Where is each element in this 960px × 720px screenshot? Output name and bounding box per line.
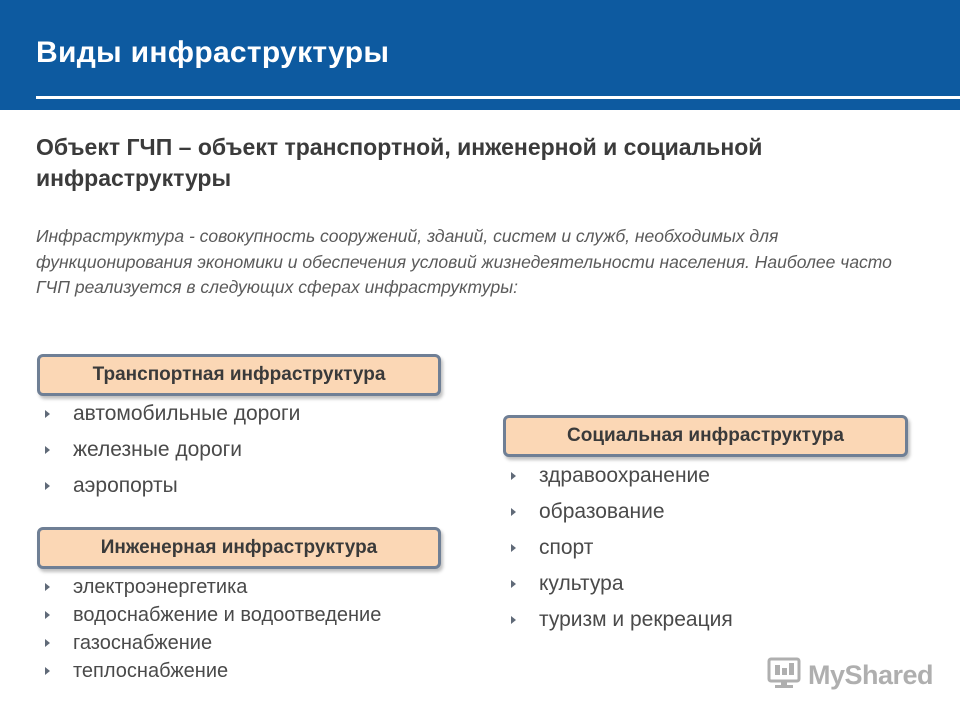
list-item-label: аэропорты [73,474,178,497]
watermark-text: MyShared [808,659,934,690]
list-item [511,602,733,638]
list-item [45,657,381,685]
list-item [511,494,733,530]
bullet-arrow-icon [45,611,50,619]
list-item-label: электроэнергетика [73,575,248,598]
bullet-arrow-icon [45,410,50,418]
list-item-label: спорт [539,536,594,559]
list-item-label: культура [539,572,624,595]
list-item-label: газоснабжение [73,631,213,654]
header-bar [0,0,960,110]
list-item [45,468,300,504]
bullet-arrow-icon [511,544,516,552]
list-item-label: образование [539,500,665,523]
page-title: Виды инфраструктуры [36,36,390,69]
engineering-infrastructure-list [45,573,381,685]
list-item [45,629,381,657]
slide-headline: Объект ГЧП – объект транспортной, инженерной и социальной инфраструктуры [36,134,763,191]
list-item-label: здравоохранение [539,464,710,487]
social-infrastructure-list [511,458,733,638]
list-item-label: туризм и рекреация [539,608,733,631]
engineering-infrastructure-box [37,527,441,569]
list-item [45,396,300,432]
bullet-arrow-icon [45,639,50,647]
social-infrastructure-title: Социальная инфраструктура [567,425,844,446]
list-item-label: железные дороги [73,438,243,461]
list-item [45,601,381,629]
list-item [511,530,733,566]
bullet-arrow-icon [511,616,516,624]
list-item [511,458,733,494]
myshared-watermark [766,655,933,695]
list-item-label: теплоснабжение [73,659,229,682]
bullet-arrow-icon [511,508,516,516]
list-item [45,573,381,601]
bullet-arrow-icon [45,482,50,490]
engineering-infrastructure-title: Инженерная инфраструктура [100,537,378,558]
social-infrastructure-box [503,415,908,457]
bullet-arrow-icon [511,580,516,588]
list-item-label: автомобильные дороги [73,402,301,425]
list-item [45,432,300,468]
bullet-arrow-icon [511,472,516,480]
bullet-arrow-icon [45,583,50,591]
list-item [511,566,733,602]
list-item-label: водоснабжение и водоотведение [73,603,382,626]
definition-text: Инфраструктура - совокупность сооружений, зданий, систем и служб, необходимых для функционирования экономики и обеспечения условий жизнедеятельности населения. Наиболее часто ГЧП реализуется в следующих сферах инфраструктуры: [36,226,892,297]
bullet-arrow-icon [45,667,50,675]
transport-infrastructure-list [45,396,300,504]
bullet-arrow-icon [45,446,50,454]
transport-infrastructure-title: Транспортная инфраструктура [92,364,386,385]
header-divider [36,96,960,99]
transport-infrastructure-box [37,354,441,396]
myshared-logo-icon [766,655,802,696]
